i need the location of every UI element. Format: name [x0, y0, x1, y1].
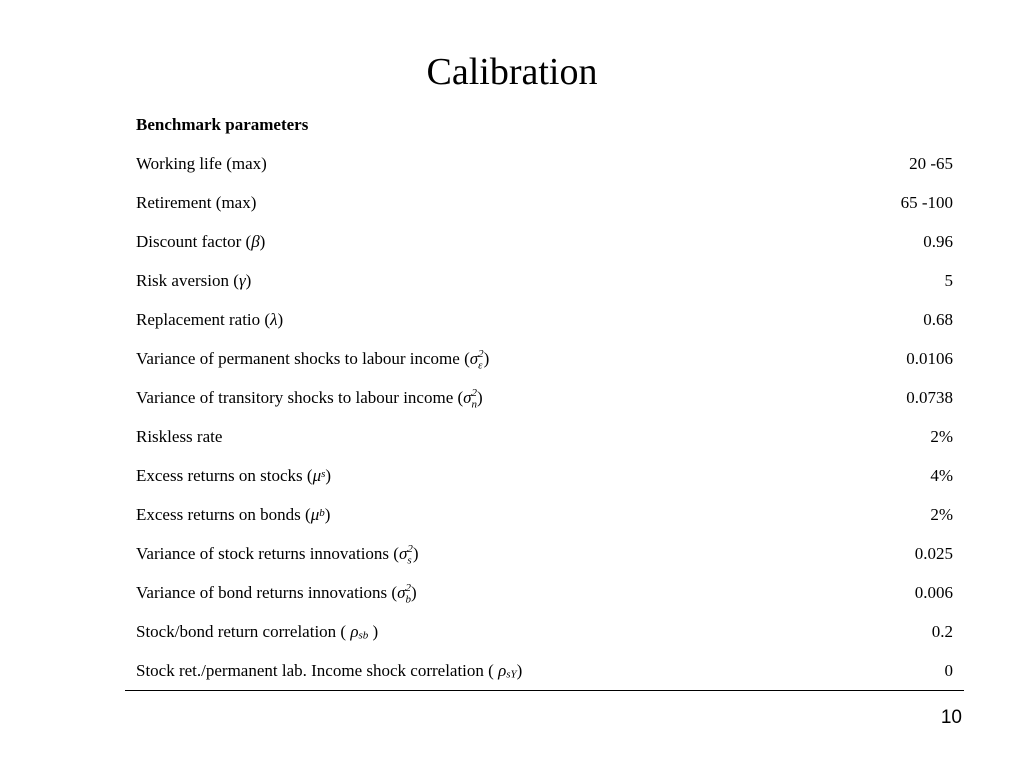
table-row [125, 612, 964, 651]
parameter-close-paren: ) [325, 465, 332, 485]
parameter-value: 4% [930, 465, 953, 485]
symbol-subscript: b [405, 593, 411, 606]
parameter-label [125, 348, 490, 372]
parameter-table [125, 105, 964, 691]
parameter-close-paren: ) [245, 270, 252, 290]
symbol-superscript: 2 [407, 543, 413, 556]
parameter-label [125, 505, 330, 525]
symbol-scripts [358, 629, 369, 642]
parameter-label [125, 661, 522, 681]
parameter-label [125, 271, 251, 291]
parameter-symbol: σ [469, 348, 479, 368]
parameter-name: Excess returns on bonds ( [136, 504, 311, 524]
table-header: Benchmark parameters [136, 114, 309, 134]
parameter-close-paren: ) [368, 621, 379, 641]
parameter-label [125, 310, 283, 330]
symbol-subscript: s [407, 554, 412, 567]
parameter-close-paren: ) [477, 387, 483, 407]
table-row [125, 222, 964, 261]
symbol-superscript: b [319, 507, 325, 520]
table-row [125, 456, 964, 495]
parameter-name: Excess returns on stocks ( [136, 465, 313, 485]
symbol-superscript: s [321, 468, 326, 481]
parameter-value: 0.0106 [906, 348, 953, 368]
parameter-value: 0.68 [923, 309, 953, 329]
table-row [125, 261, 964, 300]
parameter-symbol: β [251, 231, 260, 251]
parameter-close-paren: ) [483, 348, 490, 368]
parameter-symbol: μ [310, 504, 320, 524]
parameter-name: Variance of permanent shocks to labour income ( [136, 348, 470, 368]
parameter-label [125, 427, 222, 447]
parameter-name: Working life (max) [136, 153, 267, 173]
symbol-subscript: ε [478, 359, 483, 372]
parameter-value: 0.025 [914, 543, 953, 563]
parameter-value: 0.2 [931, 621, 953, 641]
parameter-close-paren: ) [277, 309, 284, 329]
symbol-superscript: 2 [478, 348, 484, 361]
parameter-value: 0.0738 [906, 387, 953, 407]
table-header-row [125, 105, 964, 144]
symbol-superscript: 2 [471, 387, 478, 400]
parameter-name: Stock/bond return correlation ( [136, 621, 351, 641]
parameter-name: Stock ret./permanent lab. Income shock correlation ( [136, 660, 499, 680]
parameter-name: Riskless rate [136, 426, 223, 446]
table-row [125, 573, 964, 612]
parameter-label [125, 466, 331, 486]
parameter-value: 5 [944, 270, 953, 290]
parameter-label [125, 387, 483, 411]
table-row [125, 378, 964, 417]
parameter-value: 0.96 [923, 231, 953, 251]
parameter-name: Variance of bond returns innovations ( [136, 582, 398, 602]
parameter-label [125, 582, 417, 606]
table-row [125, 495, 964, 534]
parameter-label [125, 193, 256, 213]
parameter-close-paren: ) [324, 504, 331, 524]
parameter-label [125, 543, 419, 567]
parameter-symbol: σ [463, 387, 472, 407]
table-row [125, 300, 964, 339]
parameter-symbol: μ [312, 465, 322, 485]
parameter-value: 0 [944, 660, 953, 680]
symbol-subscript: sb [358, 629, 369, 642]
table-row [125, 183, 964, 222]
parameter-name: Risk aversion ( [136, 270, 239, 290]
parameter-name: Variance of transitory shocks to labour income ( [136, 387, 464, 407]
table-row [125, 144, 964, 183]
parameter-label [125, 622, 378, 642]
table-row [125, 417, 964, 456]
parameter-value: 0.006 [914, 582, 953, 602]
parameter-label [125, 154, 267, 174]
symbol-scripts [506, 668, 517, 681]
parameter-name: Retirement (max) [136, 192, 257, 212]
parameter-symbol: λ [270, 309, 278, 329]
parameter-value: 2% [930, 426, 953, 446]
parameter-value: 20 -65 [909, 153, 953, 173]
parameter-value: 2% [930, 504, 953, 524]
symbol-subscript: n [471, 398, 478, 411]
symbol-superscript: 2 [405, 582, 411, 595]
parameter-symbol: γ [238, 270, 246, 290]
table-row [125, 651, 964, 690]
page-number: 10 [940, 707, 962, 728]
table-row [125, 534, 964, 573]
parameter-close-paren: ) [412, 543, 419, 563]
parameter-symbol: ρ [498, 660, 507, 680]
parameter-close-paren: ) [410, 582, 417, 602]
parameter-symbol: ρ [350, 621, 359, 641]
table-body [125, 144, 964, 690]
table-row [125, 339, 964, 378]
parameter-name: Replacement ratio ( [136, 309, 271, 329]
parameter-name: Discount factor ( [136, 231, 252, 251]
parameter-symbol: σ [398, 543, 408, 563]
symbol-subscript: sY [506, 668, 517, 681]
parameter-close-paren: ) [259, 231, 266, 251]
parameter-name: Variance of stock returns innovations ( [136, 543, 399, 563]
parameter-value: 65 -100 [900, 192, 953, 212]
parameter-close-paren: ) [516, 660, 523, 680]
parameter-symbol: σ [397, 582, 406, 602]
slide-title: Calibration [426, 51, 598, 93]
parameter-label [125, 232, 265, 252]
